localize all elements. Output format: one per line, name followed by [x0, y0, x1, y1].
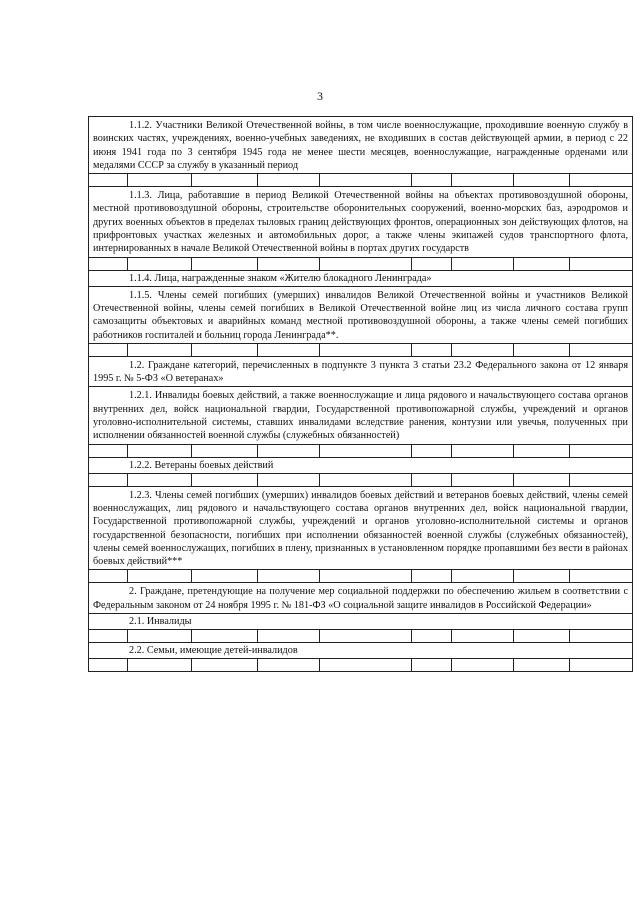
page-number: 3 [317, 89, 323, 103]
section-1-2 [89, 357, 632, 458]
section-text: 1.2. Граждане категорий, перечисленных в подпункте 3 пункта 3 статьи 23.2 Федерального закона от 12 января 1995 г. № 5-ФЗ «О ветеранах» [93, 359, 628, 385]
section-1-1-5 [89, 287, 632, 357]
section-1-2-1-text: 1.2.1. Инвалиды боевых действий, а также военнослужащие и лица рядового и начальствующего состава органов внутренних дел, войск национальной гвардии, Государственной противопожарной службы, учреждений и органов уголовно-исполнительной системы, ставших инвалидами вследствие ранения, контузии или увечья, полученных при исполнении обязанностей военной службы (служебных обязанностей) [89, 386, 632, 443]
section-2-1 [89, 614, 632, 643]
section-text: 1.1.2. Участники Великой Отечественной войны, в том числе военнослужащие, проходившие военную службу в воинских частях, учреждениях, военно-учебных заведениях, не входивших в состав действующей армии, в период с 22 июня 1941 года по 3 сентября 1945 года не менее шести месяцев, военнослужащие, награжденные орденами или медалями СССР за службу в указанный период [93, 120, 628, 171]
blank-row [89, 257, 632, 270]
category-table [88, 116, 633, 672]
section-1-1-3 [89, 187, 632, 270]
section-1-1-4 [89, 271, 632, 287]
blank-row [89, 629, 632, 642]
section-text: 1.1.5. Члены семей погибших (умерших) инвалидов Великой Отечественной войны и участников Великой Отечественной войны, члены семей погибших в Великой Отечественной войне лиц из числа личного состава групп самозащиты объектовых и аварийных команд местной противовоздушной обороны, а также члены семей погибших работников госпиталей и больниц города Ленинграда**. [93, 289, 628, 341]
section-2 [89, 583, 632, 614]
section-text: 1.1.3. Лица, работавшие в период Великой Отечественной войны на объектах противовоздушной обороны, местной противовоздушной обороны, строительстве оборонительных сооружений, военно-морских баз, аэродромов и других военных объектов в пределах тыловых границ действующих фронтов, операционных зон действующих флотов, на прифронтовых участках железных и автомобильных дорог, а также члены экипажей судов транспортного флота, интернированных в начале Великой Отечественной войны в портах других государств [93, 190, 628, 255]
section-text: 2. Граждане, претендующие на получение мер социальной поддержки по обеспечению жильем в соответствии с Федеральным законом от 24 ноября 1995 г. № 181-ФЗ «О социальной защите инвалидов в Российской Федерации» [93, 586, 628, 611]
section-text: 2.2. Семьи, имеющие детей-инвалидов [129, 645, 298, 657]
section-text: 1.2.2. Ветераны боевых действий [129, 459, 274, 471]
section-1-2-2 [89, 458, 632, 487]
section-text: 1.1.4. Лица, награжденные знаком «Жителю блокадного Ленинграда» [129, 272, 432, 284]
section-text: 2.1. Инвалиды [129, 616, 192, 628]
blank-row [89, 444, 632, 457]
blank-row [89, 343, 632, 356]
section-text: 1.2.3. Члены семей погибших (умерших) инвалидов боевых действий и ветеранов боевых действий, члены семей военнослужащих, лиц рядового и начальствующего состава органов внутренних дел, войск национальной гвардии, Государственной противопожарной службы, учреждений и органов уголовно-исполнительной системы и органов государственной безопасности, погибших при исполнении обязанностей военной службы (служебных обязанностей), члены семей военнослужащих, погибших в плену, признанных в установленном порядке пропавшими без вести в районах боевых действий*** [93, 489, 628, 568]
section-1-2-3 [89, 487, 632, 584]
blank-row [89, 173, 632, 186]
blank-row [89, 569, 632, 582]
section-2-2 [89, 643, 632, 671]
blank-row [89, 658, 632, 671]
blank-row [89, 473, 632, 486]
section-1-1-2 [89, 117, 632, 187]
